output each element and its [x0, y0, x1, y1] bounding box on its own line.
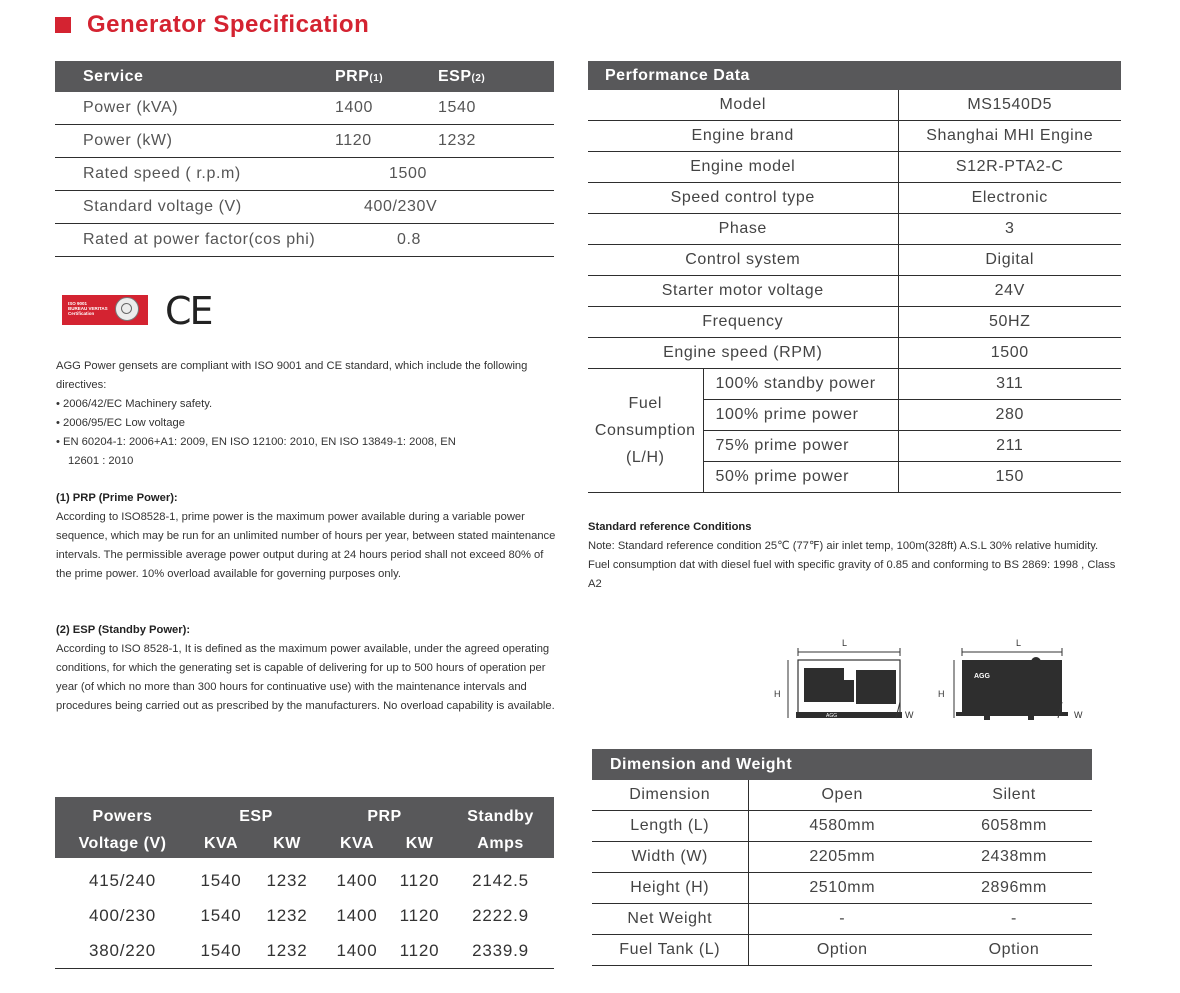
service-row-rated-speed	[55, 158, 554, 191]
powers-header-prp-kva: KVA	[339, 835, 375, 852]
service-row-power-kw	[55, 125, 554, 158]
performance-label: Engine brand	[588, 121, 898, 152]
prp-note	[56, 489, 561, 584]
powers-prp-kva: 1400	[336, 870, 378, 890]
powers-voltage: 380/220	[55, 933, 190, 969]
service-row-voltage	[55, 191, 554, 224]
fuel-value: 280	[898, 400, 1121, 431]
genset-drawings	[760, 632, 1100, 722]
open-dim-w: W	[905, 710, 914, 720]
performance-table	[588, 61, 1121, 493]
performance-label: Engine speed (RPM)	[588, 338, 898, 369]
performance-value: 24V	[898, 276, 1121, 307]
open-brand: AGG	[826, 713, 838, 719]
dimension-open-value: -	[748, 904, 936, 935]
prp-note-heading: (1) PRP (Prime Power):	[56, 492, 178, 504]
performance-row	[588, 338, 1121, 369]
performance-row	[588, 152, 1121, 183]
powers-amps: 2339.9	[447, 933, 554, 969]
powers-header-powers: Powers	[92, 807, 153, 825]
performance-row	[588, 307, 1121, 338]
dimension-open-value: 4580mm	[748, 811, 936, 842]
performance-label: Control system	[588, 245, 898, 276]
dimension-row	[592, 935, 1092, 966]
performance-value: Digital	[898, 245, 1121, 276]
powers-amps: 2142.5	[472, 870, 529, 890]
fuel-value: 211	[898, 431, 1121, 462]
powers-amps: 2222.9	[472, 905, 529, 925]
dimension-table	[592, 749, 1092, 966]
service-label: Power (kVA)	[55, 92, 335, 125]
bureau-veritas-seal-icon	[115, 297, 139, 321]
powers-prp-kw: 1120	[392, 933, 447, 969]
dimension-row	[592, 904, 1092, 935]
dimension-label: Length (L)	[592, 811, 748, 842]
powers-esp-kw: 1232	[266, 905, 308, 925]
performance-value: S12R-PTA2-C	[898, 152, 1121, 183]
performance-label: Starter motor voltage	[588, 276, 898, 307]
powers-esp-kva: 1540	[200, 870, 242, 890]
performance-row	[588, 276, 1121, 307]
directive-item: 12601 : 2010	[68, 455, 134, 467]
silent-dim-w: W	[1074, 710, 1083, 720]
performance-row	[588, 245, 1121, 276]
open-dim-h: H	[774, 689, 781, 699]
dimension-silent-value: -	[936, 904, 1092, 935]
esp-note	[56, 621, 561, 716]
performance-header-row	[588, 61, 1121, 90]
dimension-col-silent: Silent	[936, 780, 1092, 811]
service-label: Rated speed ( r.p.m)	[55, 158, 335, 191]
service-table	[55, 61, 554, 257]
dimension-row	[592, 811, 1092, 842]
fuel-value: 311	[898, 369, 1121, 400]
open-genset-drawing	[774, 638, 914, 720]
service-esp-value: 1540	[438, 92, 554, 125]
dimension-silent-value: 6058mm	[936, 811, 1092, 842]
dimension-label: Fuel Tank (L)	[592, 935, 748, 966]
directive-item: • 2006/42/EC Machinery safety.	[56, 398, 213, 410]
directive-item: • 2006/95/EC Low voltage	[56, 417, 185, 429]
dimension-label: Net Weight	[592, 904, 748, 935]
powers-header-esp-kw: KW	[273, 835, 301, 852]
fuel-load-label: 50% prime power	[703, 462, 898, 493]
performance-row	[588, 214, 1121, 245]
powers-header-esp: ESP	[239, 807, 273, 825]
performance-value: Electronic	[898, 183, 1121, 214]
performance-value: Shanghai MHI Engine	[898, 121, 1121, 152]
powers-header-row-2	[55, 830, 554, 858]
powers-prp-kva: 1400	[322, 933, 392, 969]
powers-prp-kva: 1400	[336, 905, 378, 925]
fuel-consumption-label: Fuel Consumption (L/H)	[588, 369, 703, 493]
service-label: Standard voltage (V)	[55, 191, 335, 224]
service-row-power-factor	[55, 224, 554, 257]
dimension-title: Dimension and Weight	[610, 755, 793, 773]
performance-label: Frequency	[588, 307, 898, 338]
performance-label: Engine model	[588, 152, 898, 183]
performance-label: Phase	[588, 214, 898, 245]
dimension-col-header-row	[592, 780, 1092, 811]
powers-row	[55, 933, 554, 969]
ce-mark-logo: CE	[165, 289, 212, 333]
performance-row	[588, 90, 1121, 121]
title-row	[55, 10, 369, 40]
dimension-row	[592, 842, 1092, 873]
dimension-silent-value: 2896mm	[936, 873, 1092, 904]
dimension-label: Height (H)	[592, 873, 748, 904]
service-value: 0.8	[335, 224, 554, 257]
std-ref-body: Note: Standard reference condition 25℃ (77℉) air inlet temp, 100m(328ft) A.S.L 30% relative humidity. Fuel consumption dat with diesel fuel with specific gravity of 0.85 and conforming to BS 2869: 1998 , Class A2	[588, 540, 1116, 590]
dimension-silent-value: Option	[936, 935, 1092, 966]
powers-table	[55, 797, 554, 969]
performance-label: Speed control type	[588, 183, 898, 214]
powers-row	[55, 898, 554, 933]
powers-esp-kw: 1232	[252, 933, 322, 969]
title-square-icon	[55, 17, 71, 33]
powers-row	[55, 863, 554, 898]
compliance-intro: AGG Power gensets are compliant with ISO 9001 and CE standard, which include the following directives:	[56, 360, 528, 391]
performance-label: Model	[588, 90, 898, 121]
fuel-row	[588, 369, 1121, 400]
performance-value: 3	[898, 214, 1121, 245]
powers-prp-kw: 1120	[399, 870, 440, 890]
powers-header-voltage: Voltage (V)	[78, 835, 167, 852]
powers-esp-kva: 1540	[200, 905, 242, 925]
performance-value: MS1540D5	[898, 90, 1121, 121]
dimension-header-row	[592, 749, 1092, 780]
powers-header-esp-kva: KVA	[203, 835, 239, 852]
powers-esp-kva: 1540	[190, 933, 252, 969]
silent-brand: AGG	[974, 673, 990, 680]
esp-note-body: According to ISO 8528-1, It is defined as the maximum power available, under the agreed operating conditions, for which the generating set is capable of delivering for up to 500 hours of operation per year (of which no more than 300 hours for continuative use) with the maintenance intervals and procedures being carried out as prescribed by the manufacturers. No overload capability is available.	[56, 643, 555, 712]
service-header-row	[55, 61, 554, 92]
fuel-load-label: 100% prime power	[703, 400, 898, 431]
std-ref-heading: Standard reference Conditions	[588, 521, 752, 533]
dimension-open-value: 2205mm	[748, 842, 936, 873]
fuel-load-label: 100% standby power	[703, 369, 898, 400]
service-label: Rated at power factor(cos phi)	[55, 224, 335, 257]
dimension-open-value: Option	[748, 935, 936, 966]
service-value: 400/230V	[335, 191, 554, 224]
powers-prp-kw: 1120	[399, 905, 440, 925]
directive-item: • EN 60204-1: 2006+A1: 2009, EN ISO 12100: 2010, EN ISO 13849-1: 2008, EN	[56, 436, 456, 448]
compliance-text	[56, 357, 556, 471]
esp-note-heading: (2) ESP (Standby Power):	[56, 624, 191, 636]
performance-value: 50HZ	[898, 307, 1121, 338]
service-header-service: Service	[83, 67, 144, 85]
dimension-label: Width (W)	[592, 842, 748, 873]
standard-reference	[588, 518, 1118, 594]
powers-header-prp: PRP	[367, 807, 402, 825]
dimension-col-open: Open	[748, 780, 936, 811]
open-dim-l: L	[842, 638, 848, 648]
service-header-prp: PRP(1)	[335, 67, 384, 85]
dimension-row	[592, 873, 1092, 904]
silent-dim-l: L	[1016, 638, 1022, 648]
performance-row	[588, 183, 1121, 214]
service-value: 1500	[335, 158, 554, 191]
powers-header-prp-kw: KW	[405, 835, 434, 852]
service-esp-value: 1232	[438, 125, 554, 158]
powers-header-standby: Standby	[467, 807, 534, 825]
powers-voltage: 400/230	[88, 905, 157, 925]
powers-header-amps: Amps	[477, 835, 524, 852]
service-prp-value: 1400	[335, 92, 438, 125]
dimension-open-value: 2510mm	[748, 873, 936, 904]
service-row-power-kva	[55, 92, 554, 125]
service-prp-value: 1120	[335, 125, 438, 158]
performance-title: Performance Data	[605, 66, 750, 84]
performance-row	[588, 121, 1121, 152]
iso-certification-logo	[62, 295, 148, 325]
page-title: Generator Specification	[87, 11, 370, 38]
dimension-silent-value: 2438mm	[936, 842, 1092, 873]
dimension-col-header: Dimension	[592, 780, 748, 811]
silent-dim-h: H	[938, 689, 945, 699]
powers-header-row-1	[55, 797, 554, 830]
service-header-esp: ESP(2)	[438, 67, 486, 85]
performance-value: 1500	[898, 338, 1121, 369]
powers-voltage: 415/240	[88, 870, 157, 890]
service-label: Power (kW)	[55, 125, 335, 158]
powers-esp-kw: 1232	[266, 870, 308, 890]
fuel-load-label: 75% prime power	[703, 431, 898, 462]
iso-logo-text: ISO 9001 BUREAU VERITAS Certification	[68, 301, 108, 316]
fuel-value: 150	[898, 462, 1121, 493]
silent-genset-drawing	[938, 638, 1083, 720]
prp-note-body: According to ISO8528-1, prime power is the maximum power available during a variable power sequence, which may be run for an unlimited number of hours per year, between stated maintenance intervals. The permissible average power output during at 24 hours period shall not exceed 80% of the prime power. 10% overload available for governing purposes only.	[56, 511, 556, 580]
